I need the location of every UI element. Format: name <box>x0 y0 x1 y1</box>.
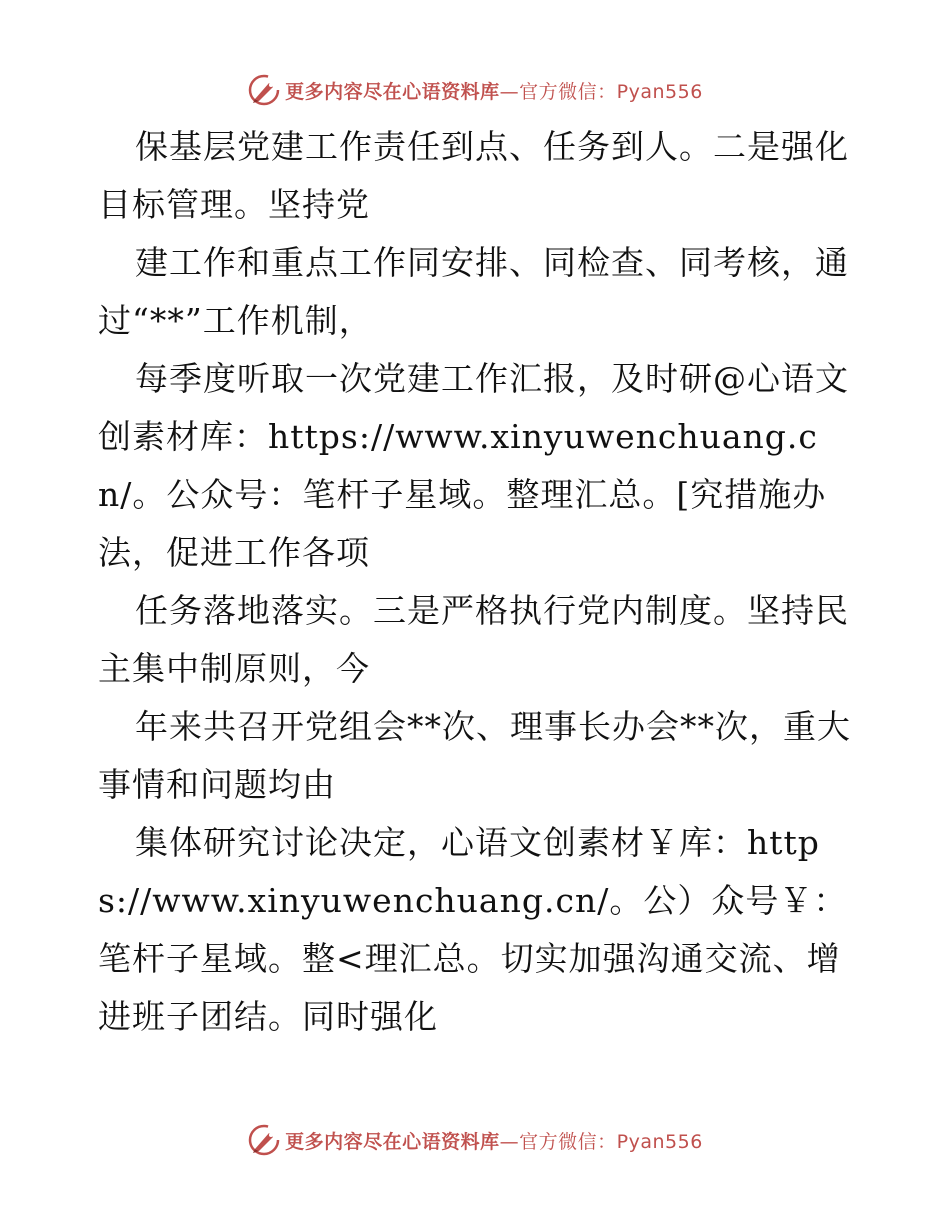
footer-banner <box>0 1120 950 1160</box>
paragraph: 保基层党建工作责任到点、任务到人。二是强化目标管理。坚持党 <box>98 127 849 224</box>
footer-banner-separator: — <box>499 1130 520 1153</box>
pen-nib-logo-icon <box>247 73 281 107</box>
footer-banner-contact: 官方微信：Pyan556 <box>519 1130 703 1153</box>
paragraph: 任务落地落实。三是严格执行党内制度。坚持民主集中制原则，今 <box>98 591 849 688</box>
header-banner-main: 更多内容尽在心语资料库 <box>285 80 500 103</box>
header-banner-contact: 官方微信：Pyan556 <box>519 80 703 103</box>
paragraph: 建工作和重点工作同安排、同检查、同考核，通过“**”工作机制， <box>98 243 849 340</box>
header-banner <box>0 70 950 110</box>
header-banner-separator: — <box>499 80 520 103</box>
document-body <box>98 118 858 1046</box>
pen-nib-logo-icon <box>247 1123 281 1157</box>
paragraph: 每季度听取一次党建工作汇报，及时研@心语文创素材库：https://www.xinyuwenchuang.cn/。公众号：笔杆子星域。整理汇总。[究措施办法，促进工作各项 <box>98 359 849 572</box>
footer-banner-text <box>285 1127 703 1154</box>
header-banner-text <box>285 77 703 104</box>
paragraph: 年来共召开党组会**次、理事长办会**次，重大事情和问题均由 <box>98 707 851 804</box>
footer-banner-main: 更多内容尽在心语资料库 <box>285 1130 500 1153</box>
paragraph: 集体研究讨论决定，心语文创素材￥库：https://www.xinyuwenchuang.cn/。公）众号￥：笔杆子星域。整<理汇总。切实加强沟通交流、增进班子团结。同时强化 <box>98 823 848 1036</box>
